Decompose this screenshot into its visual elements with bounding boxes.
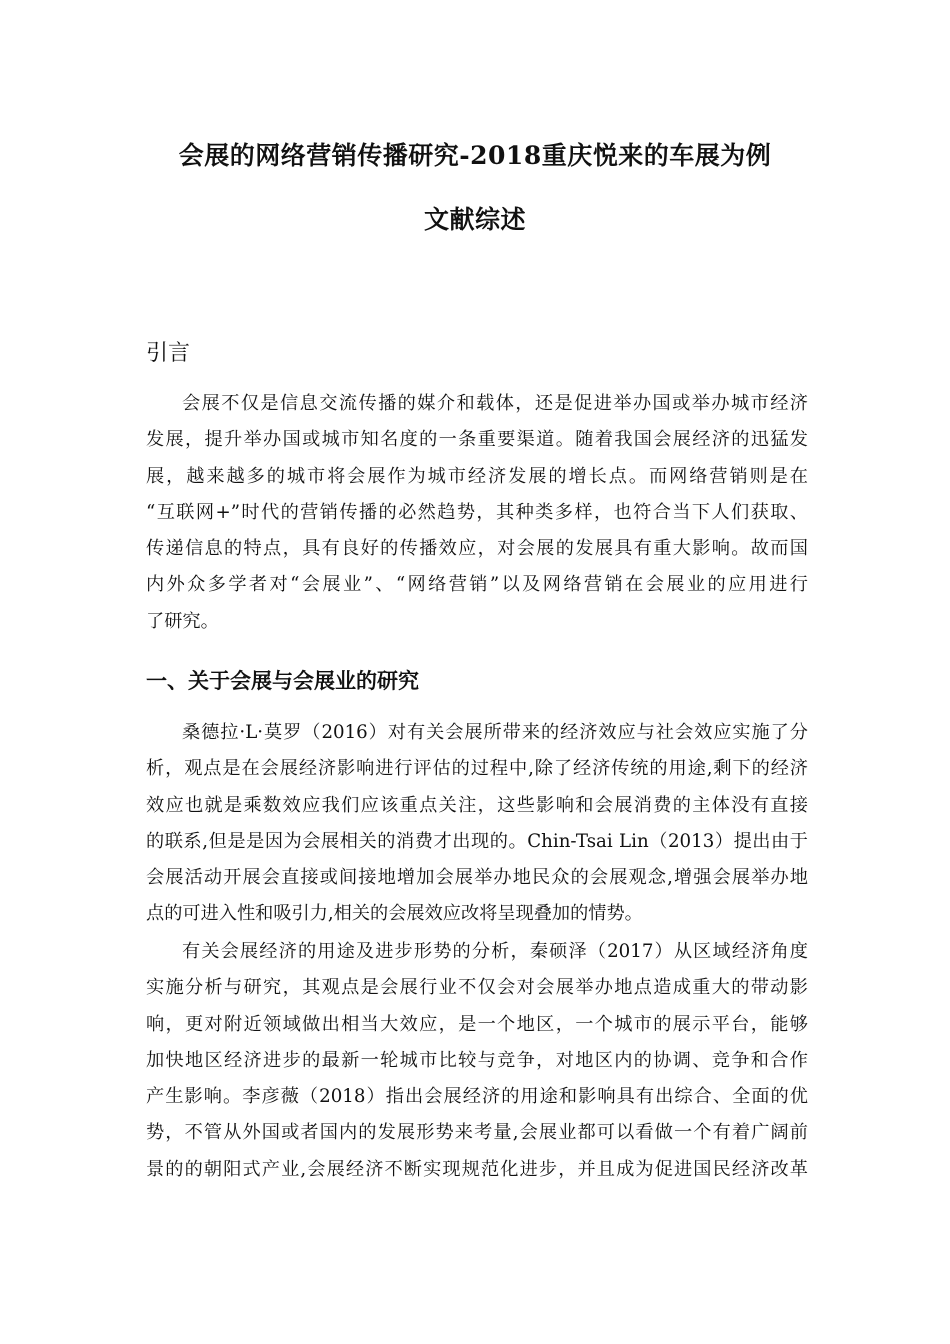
section-1-heading: 一、关于会展与会展业的研究: [146, 668, 419, 693]
paragraph-line: 桑德拉·L·莫罗（2016）对有关会展所带来的经济效应与社会效应实施了分: [182, 722, 808, 743]
paragraph-line: 会展不仅是信息交流传播的媒介和载体，还是促进举办国或举办城市经济: [182, 393, 808, 414]
paragraph-line: 传递信息的特点，具有良好的传播效应，对会展的发展具有重大影响。故而国: [146, 538, 808, 560]
paragraph-line: 的联系,但是是因为会展相关的消费才出现的。Chin-Tsai Lin（2013）提出由于: [146, 830, 808, 852]
paragraph-line: 有关会展经济的用途及进步形势的分析，秦硕泽（2017）从区域经济角度: [182, 941, 808, 962]
paragraph-line: 点的可进入性和吸引力,相关的会展效应改将呈现叠加的情势。: [146, 903, 643, 925]
intro-heading: 引言: [146, 341, 191, 366]
paragraph-line: 发展，提升举办国或城市知名度的一条重要渠道。随着我国会展经济的迅猛发: [146, 429, 808, 451]
paragraph-line: 内外众多学者对“会展业”、“网络营销”以及网络营销在会展业的应用进行: [146, 574, 808, 596]
paragraph-line: 响，更对附近领域做出相当大效应，是一个地区，一个城市的展示平台，能够: [146, 1013, 808, 1035]
paragraph-line: 实施分析与研究，其观点是会展行业不仅会对会展举办地点造成重大的带动影: [146, 977, 808, 999]
intro-paragraph: [146, 386, 808, 640]
paragraph-line: 产生影响。李彦薇（2018）指出会展经济的用途和影响具有出综合、全面的优: [146, 1086, 808, 1108]
paragraph-line: 势，不管从外国或者国内的发展形势来考量,会展业都可以看做一个有着广阔前: [146, 1122, 808, 1144]
paragraph-line: 景的的朝阳式产业,会展经济不断实现规范化进步，并且成为促进国民经济改革: [146, 1158, 808, 1180]
document-title: 会展的网络营销传播研究-2018重庆悦来的车展为例: [178, 141, 772, 170]
paragraph-line: “互联网+”时代的营销传播的必然趋势，其种类多样，也符合当下人们获取、: [146, 501, 808, 523]
document-subtitle: 文献综述: [423, 205, 526, 234]
paragraph-line: 加快地区经济进步的最新一轮城市比较与竞争，对地区内的协调、竞争和合作: [146, 1049, 808, 1071]
paragraph-line: 效应也就是乘数效应我们应该重点关注，这些影响和会展消费的主体没有直接: [146, 794, 808, 816]
paragraph-line: 了研究。: [146, 610, 219, 632]
paragraph-line: 析，观点是在会展经济影响进行评估的过程中,除了经济传统的用途,剩下的经济: [146, 758, 808, 780]
section-1-paragraph-1: [146, 715, 808, 933]
paragraph-line: 展，越来越多的城市将会展作为城市经济发展的增长点。而网络营销则是在: [146, 465, 808, 487]
section-1-paragraph-2: [146, 934, 808, 1188]
paragraph-line: 会展活动开展会直接或间接地增加会展举办地民众的会展观念,增强会展举办地: [146, 867, 808, 889]
